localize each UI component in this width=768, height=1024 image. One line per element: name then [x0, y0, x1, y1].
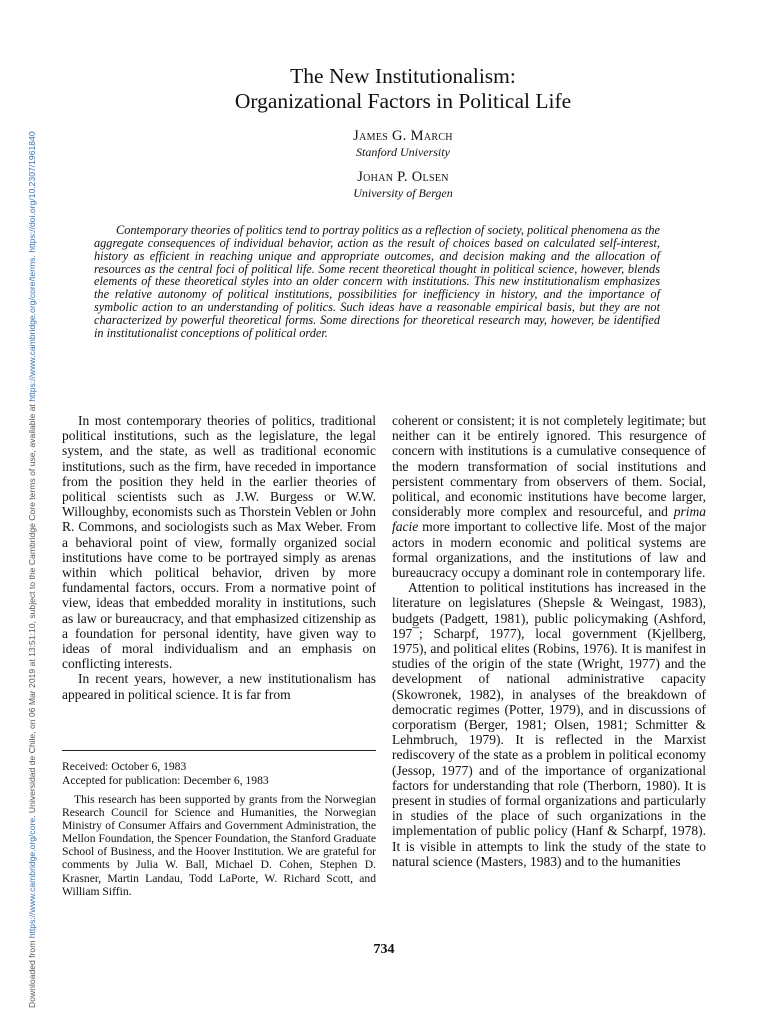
author-olsen: Johan P. Olsen [357, 169, 449, 185]
title-line-2: Organizational Factors in Political Life [234, 89, 572, 113]
received-date: Received: October 6, 1983 [62, 760, 187, 773]
download-notice [27, 131, 37, 1008]
body-paragraph: In recent years, however, a new institutionalism has appeared in political science. It is far from [62, 671, 376, 702]
accepted-date: Accepted for publication: December 6, 1983 [62, 774, 269, 787]
body-emphasis: prima facie [392, 504, 706, 535]
body-paragraph [392, 413, 706, 580]
body-text-run: more important to collective life. Most of the major actors in modern economic and political systems are formal organizations, and the institutions of law and bureaucracy occupy a dominant role in contemporary life. [392, 519, 706, 581]
download-watermark-sidebar [0, 0, 40, 1024]
download-notice-middle: . Universidad de Chile, on 06 Mar 2019 at 13:51:10, subject to the Cambridge Core terms of use, available at [27, 401, 37, 818]
footnote [62, 752, 376, 898]
affiliation-bergen: University of Bergen [353, 186, 453, 200]
doi-link[interactable]: https://doi.org/10.2307/1961840 [27, 131, 37, 253]
footnote-dates [62, 760, 376, 788]
footnote-rule [62, 750, 376, 751]
body-column-left [62, 413, 376, 702]
body-text-run: coherent or consistent; it is not completely legitimate; but neither can it be entirely ignored. This resurgence of concern with institutions is a cumulative consequence of the modern transformation of social institutions and persistent commentary from observers of them. Social, political, and economic institutions have become larger, considerably more complex and resourceful, and [392, 413, 706, 520]
title-line-1: The New Institutionalism: [290, 64, 516, 88]
download-notice-prefix: Downloaded from [27, 938, 37, 1008]
terms-link[interactable]: https://www.cambridge.org/core/terms [27, 257, 37, 402]
author-march: James G. March [353, 128, 453, 144]
article-header [120, 64, 686, 200]
abstract: Contemporary theories of politics tend to portray politics as a reflection of society, political phenomena as the aggregate consequences of individual behavior, action as the result of choices based on calculated self-interest, history as efficient in reaching unique and appropriate outcomes, and decision making and the allocation of resources as the central foci of political life. Some recent theoretical thought in political science, however, blends elements of these theoretical styles into an older concern with institutions. This new institutionalism emphasizes the relative autonomy of political institutions, possibilities for inefficiency in history, and the importance of symbolic action to an understanding of politics. Such ideas have a reasonable empirical basis, but they are not characterized by powerful theoretical forms. Some directions for theoretical research may, however, be identified in institutionalist conceptions of political order. [94, 223, 660, 340]
cambridge-core-link[interactable]: https://www.cambridge.org/core [27, 817, 37, 939]
acknowledgements: This research has been supported by grants from the Norwegian Research Council for Science and Humanities, the Norwegian Ministry of Consumer Affairs and Government Administration, the Mellon Foundation, the Spencer Foundation, the Stanford Graduate School of Business, and the Hoover Institution. We are grateful for comments by Julia W. Ball, Michael D. Cohen, Stephen D. Krasner, Martin Landau, Todd LaPorte, W. Richard Scott, and William Siffin. [62, 793, 376, 898]
download-notice-separator: . [27, 252, 37, 258]
page-number: 734 [373, 942, 395, 957]
body-paragraph: In most contemporary theories of politics, traditional political institutions, such as the legislature, the legal system, and the state, as well as traditional economic institutions, such as the firm, have receded in importance from the position they held in the earlier theories of political scientists such as J.W. Burgess or W.W. Willoughby, economists such as Thorstein Veblen or John R. Commons, and sociologists such as Max Weber. From a behavioral point of view, formally organized social institutions have come to be portrayed simply as arenas within which political behavior, driven by more fundamental factors, occurs. From a normative point of view, ideas that embedded morality in institutions, such as law or bureaucracy, and that emphasized citizenship as a foundation for personal identity, have given way to ideas of moral individualism and an emphasis on conflicting interests. [62, 413, 376, 672]
affiliation-stanford: Stanford University [356, 145, 450, 159]
article-title [120, 64, 686, 114]
body-paragraph: Attention to political institutions has increased in the literature on legislatures (Shepsle & Weingast, 1983), budgets (Padgett, 1981), public policymaking (Ashford, 197¯; Scharpf, 1977), local government (Kjellberg, 1975), and political elites (Robins, 1976). It is manifest in studies of the origin of the state (Wright, 1977) and the development of national administrative capacity (Skowronek, 1982), in analyses of the breakdown of democratic regimes (Potter, 1979), and in discussions of corporatism (Berger, 1981; Olsen, 1981; Schmitter & Lehmbruch, 1979). It is reflected in the Marxist rediscovery of the state as a problem in political economy (Jessop, 1977) and of the importance of organizational factors for understanding that role (Therborn, 1980). It is present in studies of formal organizations and particularly in studies of the place of such organizations in the implementation of public policy (Hanf & Scharpf, 1978). It is visible in attempts to link the study of the state to natural science (Masters, 1983) and to the humanities [392, 580, 706, 869]
body-column-right [392, 413, 706, 869]
